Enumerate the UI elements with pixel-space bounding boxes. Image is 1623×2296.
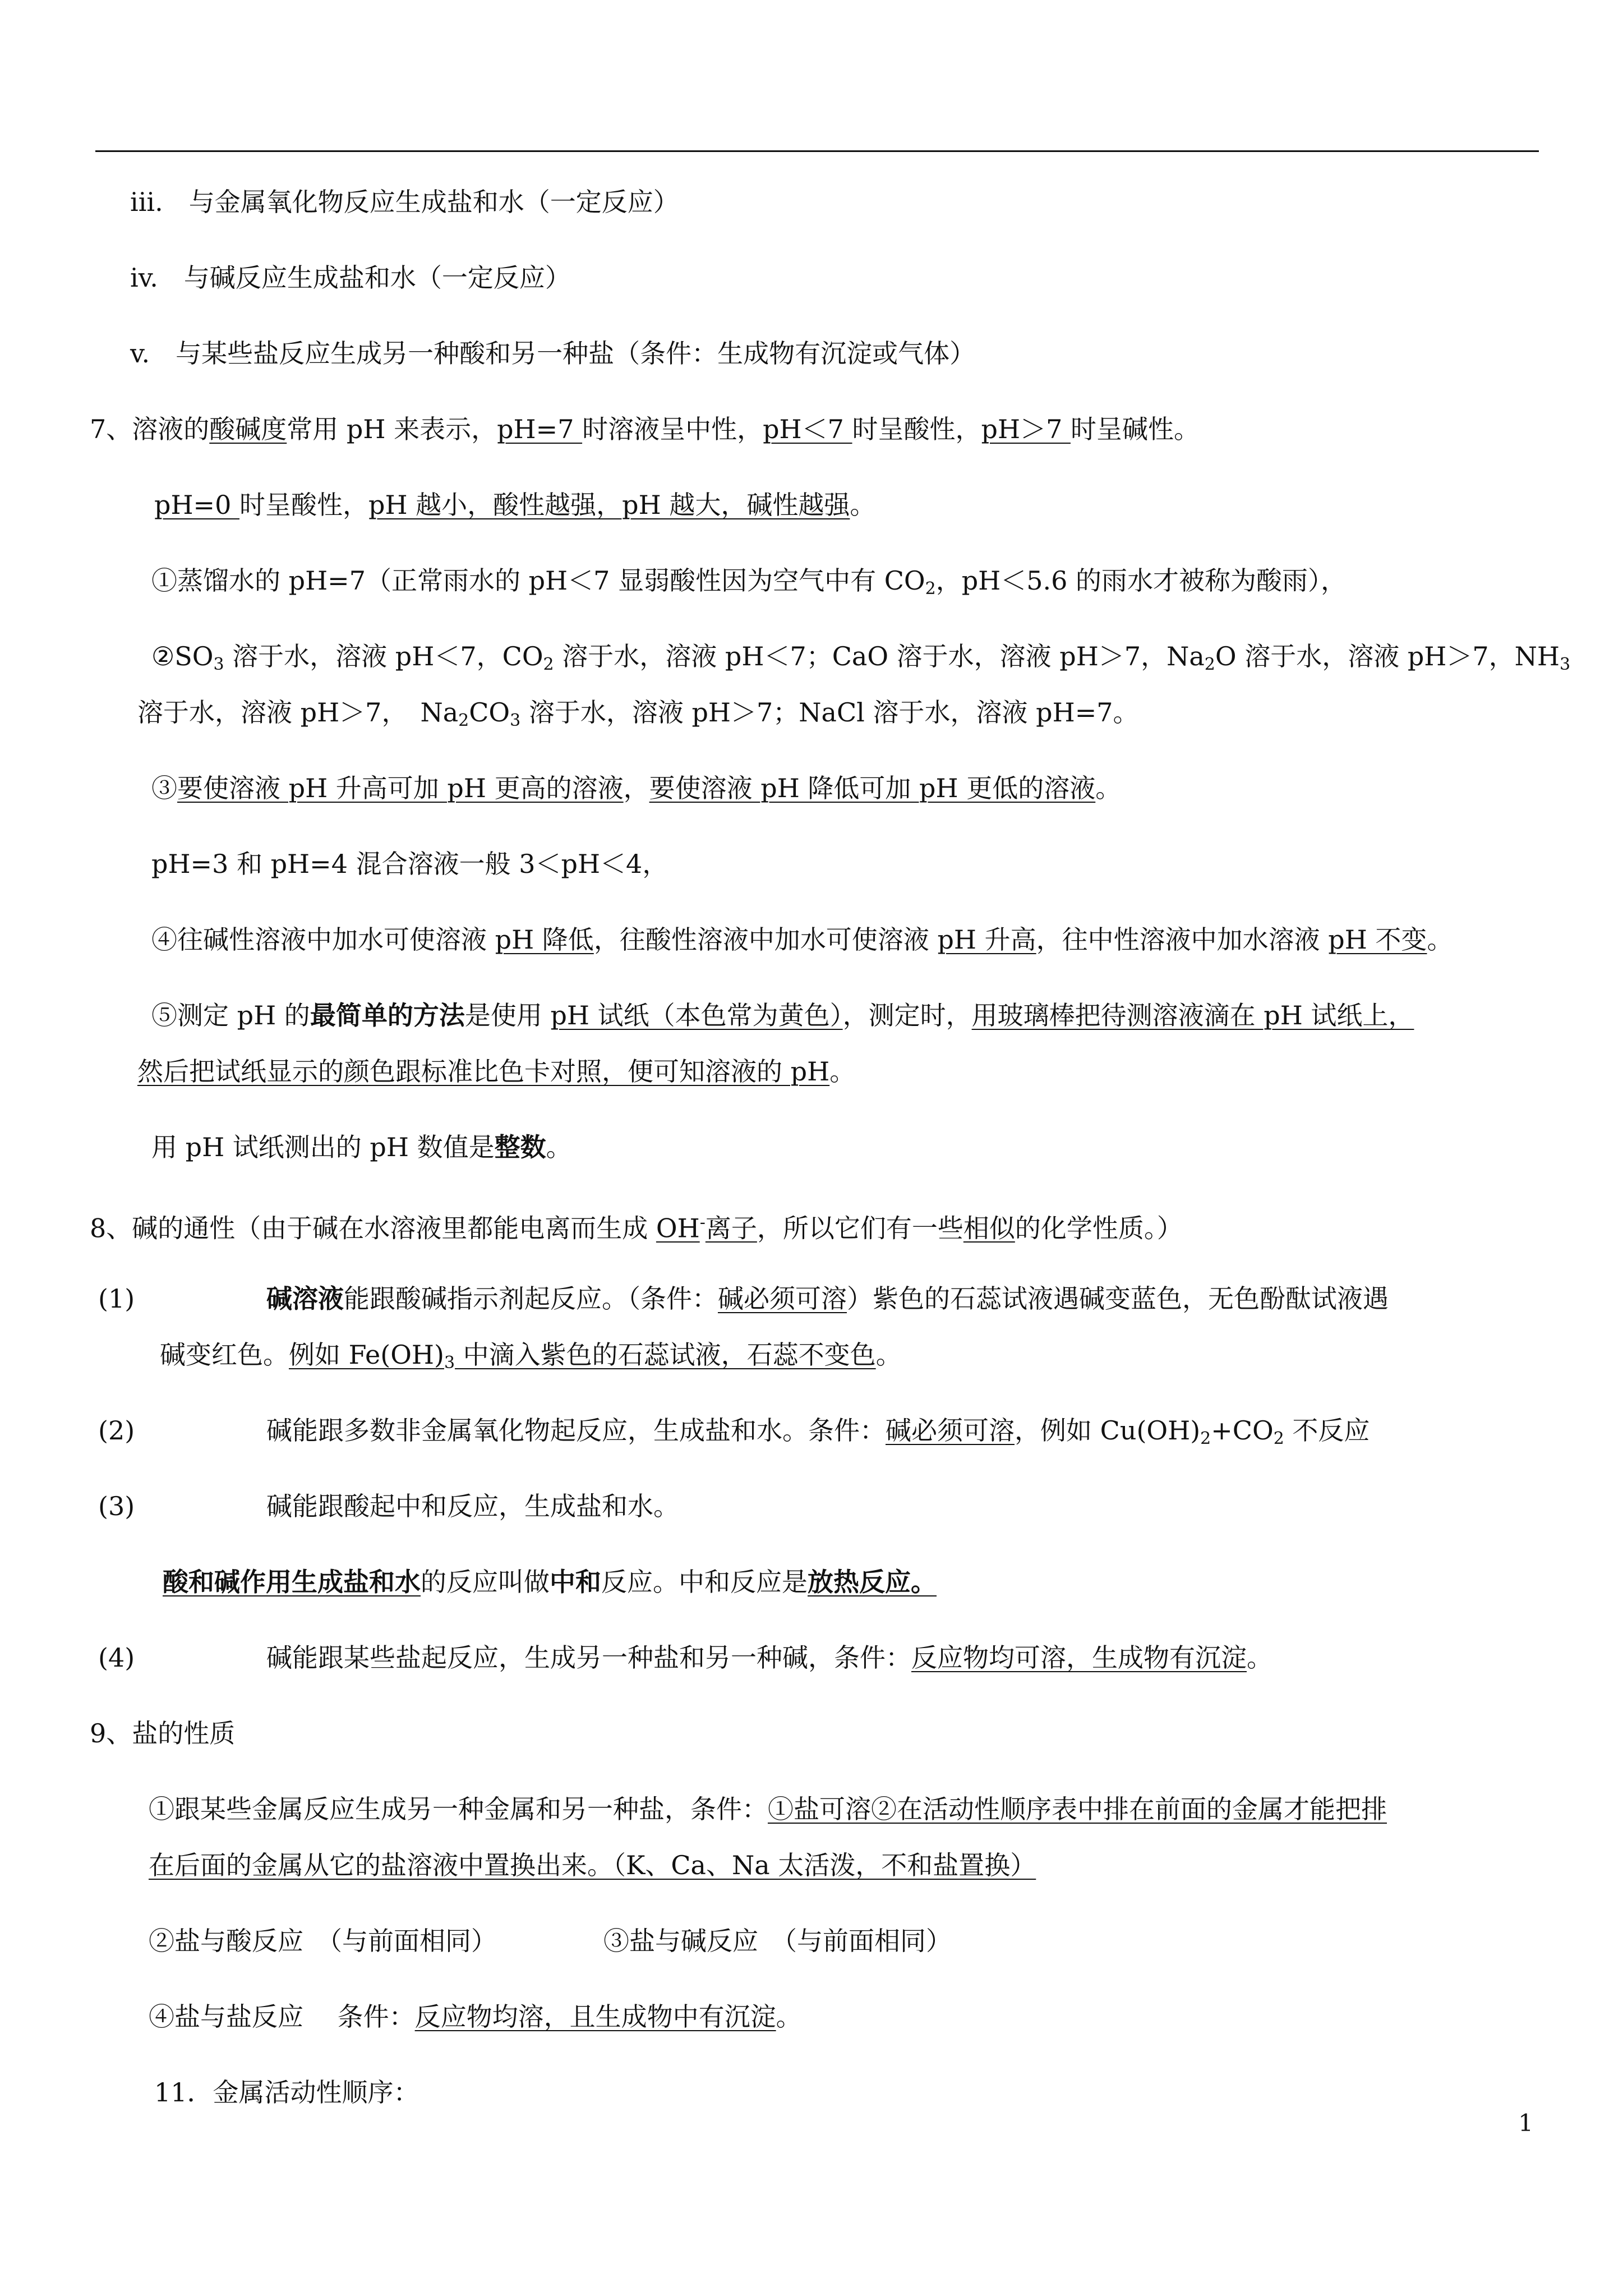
salt-property-4: ④盐与盐反应 条件：反应物均溶，且生成物中有沉淀。 — [149, 2001, 802, 2032]
oxides-line-2: 溶于水，溶液 pH＞7， $Na_2CO_3$ 溶于水，溶液 pH＞7；NaCl 溶于水，溶液 pH=7。 — [137, 697, 1139, 730]
page-number: 1 — [1518, 2109, 1533, 2137]
text-line-v: v. 与某些盐反应生成另一种酸和另一种盐（条件：生成物有沉淀或气体） — [130, 338, 976, 369]
base-property-2: (2) 碱能跟多数非金属氧化物起反应，生成盐和水。条件：碱必须可溶，例如 $Cu(OH)_2+CO_2$ 不反应 — [98, 1415, 1370, 1448]
base-property-1-cont: 碱变红色。例如 $Fe(OH)_3$ 中滴入紫色的石蕊试液，石蕊不变色。 — [160, 1340, 902, 1373]
section-11-title: 11．金属活动性顺序： — [154, 2077, 419, 2108]
salt-property-2-3: ②盐与酸反应 （与前面相同） ③盐与碱反应 （与前面相同） — [149, 1926, 952, 1956]
ph-test-line-2: 然后把试纸显示的颜色跟标准比色卡对照，便可知溶液的 pH。 — [137, 1056, 856, 1087]
text-line-iv: iv. 与碱反应生成盐和水（一定反应） — [130, 263, 571, 293]
ph-test-line-1: ⑤测定 pH 的最简单的方法是使用 pH 试纸（本色常为黄色），测定时，用玻璃棒把待测溶液滴在 pH 试纸上， — [151, 1000, 1414, 1030]
distilled-water-line: ①蒸馏水的 pH=7（正常雨水的 pH＜7 显弱酸性因为空气中有 $CO_2$，pH＜5.6 的雨水才被称为酸雨）， — [151, 565, 1347, 599]
text-line-iii: iii. 与金属氧化物反应生成盐和水（一定反应） — [130, 187, 679, 217]
oxides-line-1: $②SO_3$ 溶于水，溶液 pH＜7，$CO_2$ 溶于水，溶液 pH＜7；CaO 溶于水，溶液 pH＞7，$Na_2O$ 溶于水，溶液 pH＞7，$NH_3$ — [151, 641, 1571, 674]
section-8-title: 8、碱的通性（由于碱在水溶液里都能电离而生成 OH-离子，所以它们有一些相似的化学性质。） — [90, 1213, 1183, 1244]
section-7-title: 7、溶液的酸碱度常用 pH 来表示，pH=7 时溶液呈中性，pH＜7 时呈酸性，pH＞7 时呈碱性。 — [90, 414, 1200, 444]
salt-property-1-cont: 在后面的金属从它的盐溶液中置换出来。（K、Ca、Na 太活泼，不和盐置换） — [149, 1850, 1036, 1880]
base-property-3: (3) 碱能跟酸起中和反应，生成盐和水。 — [98, 1491, 679, 1521]
ph-integer-line: 用 pH 试纸测出的 pH 数值是整数。 — [151, 1132, 572, 1162]
base-property-1: (1) 碱溶液能跟酸碱指示剂起反应。（条件：碱必须可溶）紫色的石蕊试液遇碱变蓝色，无色酚酞试液遇 — [98, 1283, 1389, 1314]
raise-lower-ph-line: ③要使溶液 pH 升高可加 pH 更高的溶液，要使溶液 pH 降低可加 pH 更低的溶液。 — [151, 773, 1122, 803]
neutralization-line: 酸和碱作用生成盐和水的反应叫做中和反应。中和反应是放热反应。 — [163, 1567, 937, 1597]
salt-property-1: ①跟某些金属反应生成另一种金属和另一种盐，条件：①盐可溶②在活动性顺序表中排在前面的金属才能把排 — [149, 1794, 1387, 1824]
ph-zero-line: pH=0 时呈酸性，pH 越小，酸性越强，pH 越大，碱性越强。 — [154, 490, 876, 520]
dilution-line: ④往碱性溶液中加水可使溶液 pH 降低，往酸性溶液中加水可使溶液 pH 升高，往中性溶液中加水溶液 pH 不变。 — [151, 924, 1453, 955]
header-rule — [95, 150, 1539, 152]
mix-ph-line: pH=3 和 pH=4 混合溶液一般 3＜pH＜4， — [151, 849, 668, 879]
section-9-title: 9、盐的性质 — [90, 1718, 236, 1749]
base-property-4: (4) 碱能跟某些盐起反应，生成另一种盐和另一种碱，条件：反应物均可溶，生成物有沉淀。 — [98, 1642, 1272, 1673]
